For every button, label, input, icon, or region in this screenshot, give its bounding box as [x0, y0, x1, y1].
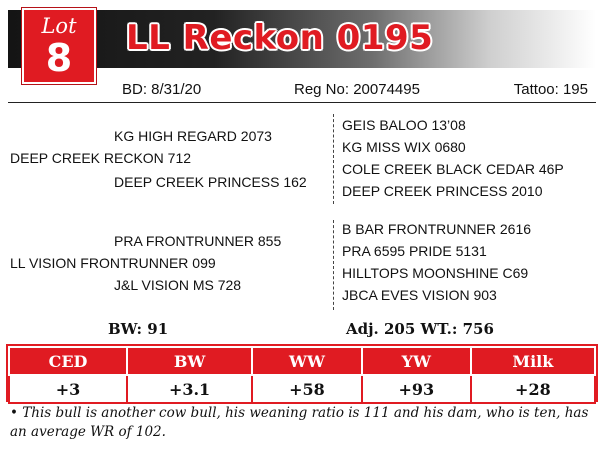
epd-header: WW: [252, 347, 362, 375]
dam-dam: J&L VISION MS 728: [114, 277, 242, 293]
epd-value: +93: [362, 375, 471, 403]
ancestor: JBCA EVES VISION 903: [342, 287, 497, 303]
epd-value: +58: [252, 375, 362, 403]
adjusted-205-weight: Adj. 205 WT.: 756: [346, 320, 494, 338]
epd-header: BW: [127, 347, 252, 375]
epd-table: [8, 346, 596, 404]
epd-header: Milk: [471, 347, 595, 375]
note-text: This bull is another cow bull, his weaning ratio is 111 and his dam, who is ten, has an average WR of 102.: [10, 405, 589, 440]
lot-number: 8: [45, 36, 73, 80]
ancestor: HILLTOPS MOONSHINE C69: [342, 265, 529, 281]
ancestor: B BAR FRONTRUNNER 2616: [342, 221, 532, 237]
ancestor: DEEP CREEK PRINCESS 2010: [342, 183, 543, 199]
dam-sire: PRA FRONTRUNNER 855: [114, 233, 282, 249]
birth-weight: BW: 91: [108, 320, 169, 338]
epd-value: +28: [471, 375, 595, 403]
epd-header-row: [9, 347, 595, 375]
ancestor: PRA 6595 PRIDE 5131: [342, 243, 487, 259]
registration-number: Reg No: 20074495: [294, 81, 420, 98]
epd-header: CED: [9, 347, 127, 375]
epd-value: +3.1: [127, 375, 252, 403]
bullet: •: [10, 405, 18, 421]
epd-header: YW: [362, 347, 471, 375]
animal-name: LL Reckon 0195: [126, 18, 434, 58]
lot-note: [10, 404, 590, 442]
lot-label: Lot: [41, 14, 77, 38]
epd-value: +3: [9, 375, 127, 403]
lot-badge: [22, 8, 96, 84]
sire-sire: KG HIGH REGARD 2073: [114, 128, 272, 144]
dam: LL VISION FRONTRUNNER 099: [10, 255, 216, 271]
ancestor: KG MISS WIX 0680: [342, 139, 466, 155]
tattoo: Tattoo: 195: [513, 81, 588, 98]
ancestor: GEIS BALOO 13’08: [342, 117, 466, 133]
pedigree-divider: [333, 114, 334, 204]
birth-date: BD: 8/31/20: [122, 81, 202, 98]
pedigree-divider: [333, 220, 334, 310]
sire: DEEP CREEK RECKON 712: [10, 150, 192, 166]
sire-dam: DEEP CREEK PRINCESS 162: [114, 174, 307, 190]
info-row: [8, 78, 596, 103]
epd-value-row: [9, 375, 595, 403]
ancestor: COLE CREEK BLACK CEDAR 46P: [342, 161, 564, 177]
